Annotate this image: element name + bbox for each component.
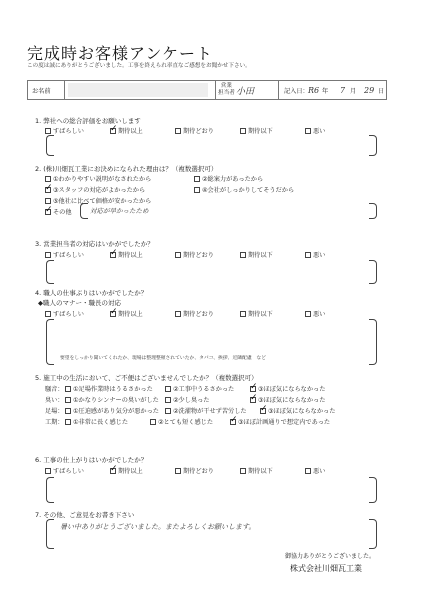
date-day-unit: 日 bbox=[378, 87, 385, 95]
name-label: お名前 bbox=[32, 87, 51, 95]
checkbox[interactable] bbox=[65, 419, 71, 425]
footer-thanks: 御協力ありがとうございました。 bbox=[285, 553, 376, 560]
q3-bracket-right bbox=[369, 260, 377, 284]
checkbox[interactable] bbox=[150, 419, 156, 425]
footer-company: 株式会社川畑瓦工業 bbox=[290, 564, 362, 573]
staff-label: 営業 担当者 bbox=[218, 83, 235, 96]
checkbox[interactable] bbox=[65, 408, 71, 414]
checkbox[interactable] bbox=[45, 252, 51, 258]
checkbox[interactable] bbox=[240, 468, 246, 474]
checkbox[interactable] bbox=[260, 408, 266, 414]
checkbox[interactable] bbox=[194, 187, 200, 193]
q2-option-3[interactable]: ✓③スタッフの対応がよかったから bbox=[45, 185, 145, 194]
q1-option-3[interactable]: 期待どおり bbox=[175, 126, 214, 135]
q5-row-label-period: 工期： bbox=[45, 419, 64, 426]
q1-bracket-left bbox=[46, 135, 54, 156]
checkbox[interactable] bbox=[240, 311, 246, 317]
date-month[interactable]: 7 bbox=[340, 85, 346, 95]
q5-scaffold-option-2[interactable]: ②洗濯物が干せず苦労した bbox=[165, 406, 247, 415]
q4-bracket-left bbox=[46, 319, 54, 365]
q5-noise-option-3[interactable]: ✓ ③ほぼ気にならなかった bbox=[250, 384, 325, 393]
page-subtitle: この度は誠にありがとうございました。工事を終えられ率直なご感想をお聞かせ下さい。 bbox=[27, 63, 251, 69]
q4-subheading: ◆職人のマナー・職長の対応 bbox=[38, 299, 121, 307]
q3-option-5[interactable]: 悪い bbox=[305, 250, 325, 259]
q4-option-4[interactable]: 期待以下 bbox=[240, 309, 273, 318]
checkbox[interactable] bbox=[305, 311, 311, 317]
q2-option-2[interactable]: ②総案力があったから bbox=[194, 174, 263, 183]
q3-question: 3. 営業担当者の対応はいかがでしたか？ bbox=[35, 240, 154, 248]
checkbox[interactable] bbox=[110, 468, 116, 474]
header-row bbox=[27, 80, 387, 100]
checkbox[interactable] bbox=[165, 397, 171, 403]
q4-option-3[interactable]: 期待どおり bbox=[175, 309, 214, 318]
q1-question: 1. 弊社への総合評価をお願いします bbox=[35, 117, 141, 125]
checkbox[interactable] bbox=[45, 187, 51, 193]
q7-question: 7. その他、ご意見をお書き下さい bbox=[35, 511, 135, 519]
q7-bracket-right bbox=[369, 519, 377, 549]
checkbox[interactable] bbox=[45, 209, 51, 215]
checkbox[interactable] bbox=[110, 311, 116, 317]
checkbox[interactable] bbox=[240, 252, 246, 258]
q5-scaffold-option-3[interactable]: ✓ ③ほぼ気にならなかった bbox=[260, 406, 335, 415]
checkbox[interactable] bbox=[175, 311, 181, 317]
q5-period-option-3[interactable]: ✓ ③ほぼ計画通りで想定内であった bbox=[230, 417, 330, 426]
q1-option-2[interactable]: ✓ 期待以上 bbox=[110, 126, 143, 135]
q1-option-5[interactable]: 悪い bbox=[305, 126, 325, 135]
q2-option-1[interactable]: ①わかりやすい説明がなされたから bbox=[45, 174, 151, 183]
q2-question: 2. (株)川畑瓦工業にお決めになられた理由は？（複数選択可） bbox=[35, 165, 218, 173]
checkbox[interactable] bbox=[110, 128, 116, 134]
checkbox[interactable] bbox=[305, 252, 311, 258]
q2-other-bracket-left bbox=[80, 203, 88, 219]
checkbox[interactable] bbox=[45, 311, 51, 317]
q1-option-1[interactable]: すばらしい bbox=[45, 126, 84, 135]
q6-option-1[interactable]: すばらしい bbox=[45, 466, 84, 475]
q3-bracket-left bbox=[46, 260, 54, 284]
checkbox[interactable] bbox=[165, 408, 171, 414]
checkbox[interactable] bbox=[110, 252, 116, 258]
q4-question: 4. 職人の仕事ぶりはいかがでしたか？ bbox=[35, 289, 148, 297]
q6-option-4[interactable]: 期待以下 bbox=[240, 466, 273, 475]
q6-question: 6. 工事の仕上がりはいかがでしたか？ bbox=[35, 456, 148, 464]
date-era[interactable]: R6 bbox=[308, 85, 320, 95]
q4-hint: 要望をしっかり聞いてくれたか、現場は整理整頓されていたか、タバコ、挨拶、近隣配慮 など bbox=[60, 356, 267, 361]
q4-option-1[interactable]: すばらしい bbox=[45, 309, 84, 318]
q3-option-2[interactable]: ✓ 期待以上 bbox=[110, 250, 143, 259]
q7-answer[interactable]: 暑い中ありがとうございました。またよろしくお願いします。 bbox=[60, 523, 256, 531]
date-month-unit: 月 bbox=[350, 87, 357, 95]
q5-row-label-odor: 臭い： bbox=[45, 397, 64, 404]
name-field[interactable] bbox=[68, 83, 208, 97]
q6-bracket-right bbox=[369, 477, 377, 503]
q3-option-3[interactable]: 期待どおり bbox=[175, 250, 214, 259]
q1-option-4[interactable]: 期待以下 bbox=[240, 126, 273, 135]
q6-bracket-left bbox=[46, 477, 54, 503]
checkbox[interactable] bbox=[45, 176, 51, 182]
checkbox[interactable] bbox=[250, 386, 256, 392]
checkbox[interactable] bbox=[65, 397, 71, 403]
checkbox[interactable] bbox=[175, 128, 181, 134]
q5-period-option-2[interactable]: ②とても短く感じた bbox=[150, 417, 213, 426]
page-title: 完成時お客様アンケート bbox=[27, 44, 214, 63]
q6-option-2[interactable]: ✓ 期待以上 bbox=[110, 466, 143, 475]
checkbox[interactable] bbox=[175, 252, 181, 258]
checkbox[interactable] bbox=[175, 468, 181, 474]
q5-question: 5. 施工中の生活において、ご不便はございませんでしたか？（複数選択可） bbox=[35, 374, 258, 382]
q5-row-label-scaffold: 足場： bbox=[45, 408, 64, 415]
date-day[interactable]: 29 bbox=[364, 85, 375, 95]
checkbox[interactable] bbox=[194, 176, 200, 182]
q4-bracket-right bbox=[369, 319, 377, 365]
q5-scaffold-option-1[interactable]: ①圧迫感があり気分が悪かった bbox=[65, 406, 159, 415]
q5-odor-option-1[interactable]: ①かなりシンナーの臭いがした bbox=[65, 395, 159, 404]
checkbox[interactable] bbox=[305, 468, 311, 474]
q4-option-2[interactable]: ✓ 期待以上 bbox=[110, 309, 143, 318]
q5-odor-option-2[interactable]: ②少し臭った bbox=[165, 395, 209, 404]
checkbox[interactable] bbox=[250, 397, 256, 403]
checkbox[interactable] bbox=[165, 386, 171, 392]
q2-option-5[interactable]: ⑤他社に比べて価格が安かったから bbox=[45, 196, 151, 205]
q2-other-bracket-right bbox=[369, 203, 377, 219]
staff-value[interactable]: 小田 bbox=[236, 86, 255, 97]
q2-option-other[interactable]: ✓その他 bbox=[45, 207, 72, 216]
q6-option-3[interactable]: 期待どおり bbox=[175, 466, 214, 475]
checkbox[interactable] bbox=[45, 198, 51, 204]
q2-other-text[interactable]: 対応が早かったため bbox=[90, 207, 149, 215]
q6-option-5[interactable]: 悪い bbox=[305, 466, 325, 475]
q7-bracket-left bbox=[46, 519, 54, 549]
checkbox[interactable] bbox=[240, 128, 246, 134]
q3-option-1[interactable]: すばらしい bbox=[45, 250, 84, 259]
checkbox[interactable] bbox=[65, 386, 71, 392]
checkbox[interactable] bbox=[305, 128, 311, 134]
q5-period-option-1[interactable]: ①非常に長く感じた bbox=[65, 417, 128, 426]
checkbox[interactable] bbox=[45, 468, 51, 474]
q5-noise-option-2[interactable]: ②工事中うるさかった bbox=[165, 384, 234, 393]
q5-odor-option-3[interactable]: ✓ ③ほぼ気にならなかった bbox=[250, 395, 325, 404]
checkbox[interactable] bbox=[230, 419, 236, 425]
date-year-unit: 年 bbox=[322, 87, 329, 95]
q3-option-4[interactable]: 期待以下 bbox=[240, 250, 273, 259]
checkbox[interactable] bbox=[45, 128, 51, 134]
q5-rows bbox=[45, 384, 385, 434]
date-label: 記入日： bbox=[284, 87, 309, 95]
q1-bracket-right bbox=[369, 135, 377, 156]
q5-noise-option-1[interactable]: ①足場作業時はうるさかった bbox=[65, 384, 153, 393]
q4-option-5[interactable]: 悪い bbox=[305, 309, 325, 318]
q2-option-4[interactable]: ④会社がしっかりしてそうだから bbox=[194, 185, 294, 194]
q5-row-label-noise: 騒音： bbox=[45, 386, 64, 393]
